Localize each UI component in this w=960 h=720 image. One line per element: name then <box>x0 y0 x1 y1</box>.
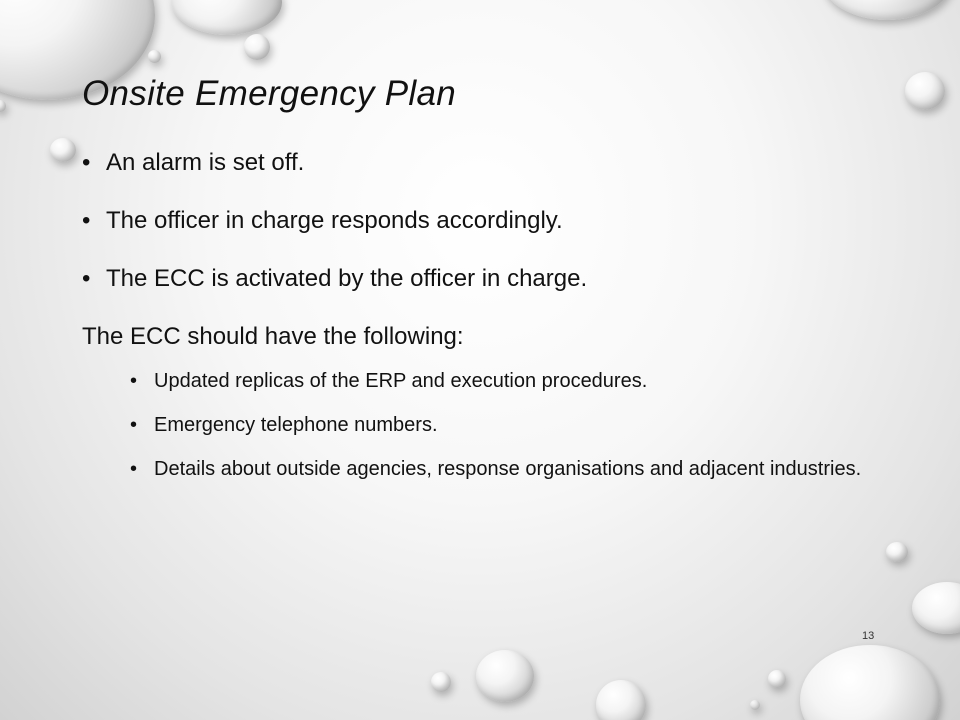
water-drop-decoration <box>476 650 534 702</box>
water-drop-decoration <box>800 645 940 720</box>
slide-body <box>82 142 902 494</box>
bullet-text: An alarm is set off. <box>106 149 305 176</box>
bullet-text: The ECC is activated by the officer in charge. <box>106 265 588 292</box>
bullet-item <box>82 142 902 200</box>
sub-bullet-item <box>130 406 902 444</box>
sub-bullet-item <box>130 450 902 488</box>
bullet-glyph: • <box>82 207 91 234</box>
water-drop-decoration <box>148 50 161 63</box>
water-drop-decoration <box>886 542 908 562</box>
water-drop-decoration <box>768 670 786 688</box>
water-drop-decoration <box>431 672 451 692</box>
bullet-text: The officer in charge responds accordingly. <box>106 207 563 234</box>
sub-bullet-list <box>130 362 902 488</box>
bullet-glyph: • <box>130 458 138 480</box>
sub-bullet-text: Updated replicas of the ERP and execution procedures. <box>154 370 648 392</box>
page-number: 13 <box>862 630 875 642</box>
slide-title: Onsite Emergency Plan <box>82 74 456 113</box>
water-drop-decoration <box>912 582 960 634</box>
water-drop-decoration <box>596 680 646 720</box>
bullet-glyph: • <box>130 414 138 436</box>
water-drop-decoration <box>244 34 270 60</box>
water-drop-decoration <box>172 0 282 35</box>
bullet-item <box>82 258 902 316</box>
water-drop-decoration <box>50 138 76 162</box>
water-drop-decoration <box>0 100 6 112</box>
water-drop-decoration <box>905 72 945 110</box>
sub-bullet-text: Emergency telephone numbers. <box>154 414 438 436</box>
bullet-glyph: • <box>82 265 91 292</box>
bullet-item <box>82 200 902 258</box>
bullet-glyph: • <box>130 370 138 392</box>
water-drop-decoration <box>750 700 760 710</box>
water-drop-decoration <box>822 0 952 20</box>
bullet-glyph: • <box>82 149 91 176</box>
sub-heading: The ECC should have the following: <box>82 323 464 350</box>
sub-bullet-item <box>130 362 902 400</box>
sub-bullet-text: Details about outside agencies, response organisations and adjacent industries. <box>154 458 862 480</box>
